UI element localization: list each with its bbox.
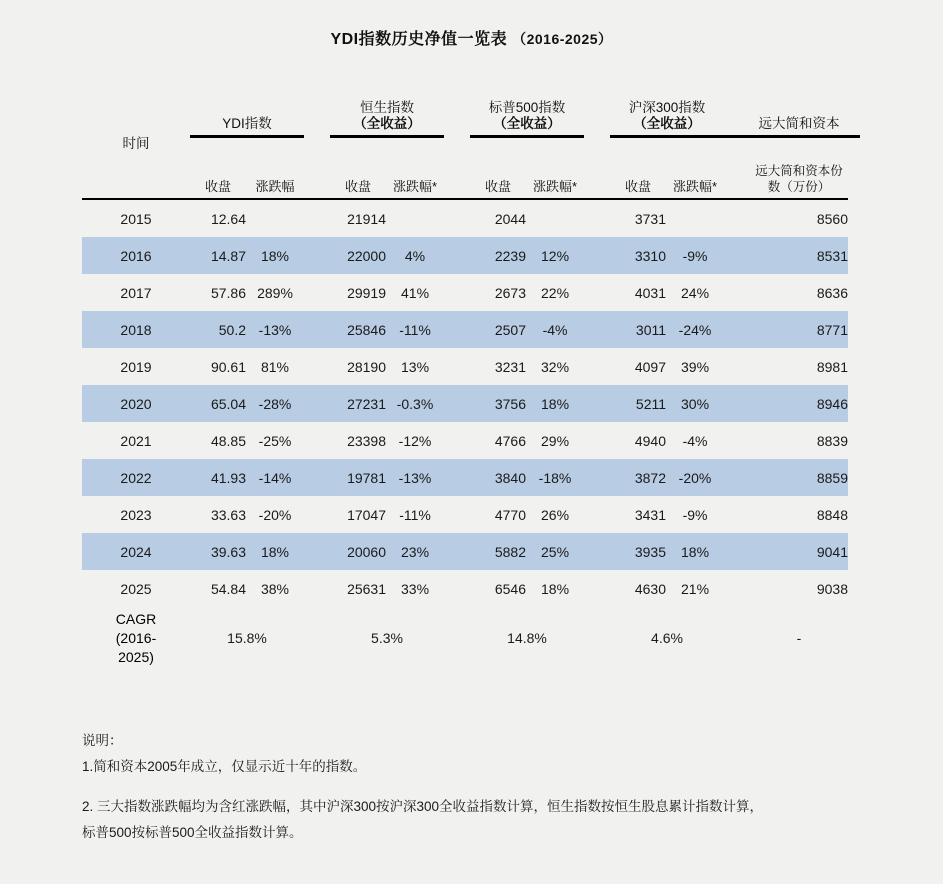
cell-spx-change: -4% bbox=[526, 311, 584, 348]
note-2-line1: 2. 三大指数涨跌幅均为含红涨跌幅，其中沪深300按沪深300全收益指数计算，恒生指数按恒生股息累计指数计算， bbox=[82, 799, 764, 814]
column-header-time: 时间 bbox=[122, 135, 150, 151]
group-header-csi bbox=[610, 88, 724, 132]
cell-spacer bbox=[444, 459, 470, 496]
cell-ydi-change: -28% bbox=[246, 385, 304, 422]
cell-spacer bbox=[304, 274, 330, 311]
cell-spx-change: -18% bbox=[526, 459, 584, 496]
cagr-row bbox=[82, 607, 860, 669]
cell-spacer bbox=[584, 311, 610, 348]
index-history-table-container bbox=[82, 88, 860, 669]
cell-hsi-change: 13% bbox=[401, 358, 430, 375]
cell-spacer bbox=[724, 496, 750, 533]
cell-hsi-change: -13% bbox=[386, 459, 444, 496]
cell-spacer bbox=[724, 533, 750, 570]
cell-spacer bbox=[724, 348, 750, 385]
cell-ydi-change: -14% bbox=[246, 459, 304, 496]
cell-hsi-close: 22000 bbox=[330, 237, 386, 274]
cell-spx-change: 12% bbox=[526, 237, 584, 274]
cagr-label-line3: 2025) bbox=[118, 648, 154, 665]
table-row bbox=[82, 496, 860, 533]
cell-csi-change: 30% bbox=[666, 385, 724, 422]
table-row bbox=[82, 199, 860, 237]
cell-spacer bbox=[444, 422, 470, 459]
cagr-value-shares: - bbox=[796, 630, 802, 646]
cell-spacer bbox=[724, 237, 750, 274]
cell-spacer bbox=[724, 422, 750, 459]
cagr-value-csi: 4.6% bbox=[651, 630, 683, 646]
column-header-hsi-change: 涨跌幅* bbox=[392, 179, 438, 194]
group-header-spx-sub: （全收益） bbox=[493, 116, 561, 131]
column-header-csi-close: 收盘 bbox=[625, 179, 652, 194]
cell-ydi-change: 289% bbox=[257, 284, 293, 301]
column-header-csi-change: 涨跌幅* bbox=[672, 179, 718, 194]
group-header-hsi-sub: （全收益） bbox=[353, 116, 421, 131]
cell-spx-close: 3231 bbox=[494, 358, 527, 375]
column-header-ydi-change: 涨跌幅 bbox=[255, 179, 295, 194]
row-year: 2021 bbox=[120, 432, 152, 449]
table-row bbox=[82, 570, 860, 607]
cell-csi-close: 4630 bbox=[634, 580, 667, 597]
group-header-ydi bbox=[190, 88, 304, 132]
cell-spacer bbox=[584, 459, 610, 496]
page-title bbox=[0, 0, 943, 49]
row-year: 2020 bbox=[82, 385, 190, 422]
sub-header-row bbox=[82, 141, 860, 195]
table-row bbox=[82, 348, 860, 385]
cell-yuanda-shares: 8771 bbox=[750, 311, 848, 348]
cell-spacer bbox=[584, 237, 610, 274]
cell-spacer bbox=[444, 385, 470, 422]
cell-ydi-close: 48.85 bbox=[210, 432, 246, 449]
cell-spx-change: 22% bbox=[541, 284, 570, 301]
cell-csi-change: 18% bbox=[666, 533, 724, 570]
column-header-yuanda-shares: 远大简和资本份数（万份） bbox=[755, 164, 843, 194]
cell-spacer bbox=[444, 274, 470, 311]
cell-spacer bbox=[724, 311, 750, 348]
page-title-range: （2016-2025） bbox=[512, 31, 613, 47]
row-year: 2024 bbox=[82, 533, 190, 570]
table-row bbox=[82, 422, 860, 459]
group-header-csi-name: 沪深300指数 bbox=[628, 100, 706, 115]
row-year: 2017 bbox=[120, 284, 152, 301]
cell-csi-close: 4097 bbox=[634, 358, 667, 375]
cell-spx-close: 5882 bbox=[470, 533, 526, 570]
cell-ydi-change: 38% bbox=[260, 580, 290, 597]
group-rule-ydi bbox=[190, 132, 304, 141]
cell-ydi-change bbox=[246, 199, 304, 237]
cell-hsi-close: 17047 bbox=[347, 506, 387, 523]
row-year: 2019 bbox=[120, 358, 152, 375]
cell-ydi-close: 54.84 bbox=[210, 580, 246, 597]
cell-hsi-close: 21914 bbox=[347, 210, 387, 227]
cagr-value-spx: 14.8% bbox=[507, 630, 547, 646]
cell-spacer bbox=[304, 496, 330, 533]
cell-hsi-change: -11% bbox=[399, 506, 431, 523]
row-year: 2016 bbox=[82, 237, 190, 274]
cell-spacer bbox=[584, 422, 610, 459]
cell-spx-change: 18% bbox=[526, 385, 584, 422]
cell-yuanda-shares: 9038 bbox=[816, 580, 849, 597]
cell-spacer bbox=[304, 385, 330, 422]
cell-ydi-close: 12.64 bbox=[210, 210, 246, 227]
cell-yuanda-shares: 8560 bbox=[816, 210, 849, 227]
cell-spacer bbox=[444, 199, 470, 237]
cell-ydi-close: 90.61 bbox=[210, 358, 246, 375]
cell-csi-change: -9% bbox=[666, 237, 724, 274]
cell-spacer bbox=[304, 459, 330, 496]
cell-csi-close: 3731 bbox=[634, 210, 667, 227]
cell-spx-close: 3840 bbox=[470, 459, 526, 496]
cell-hsi-change: 4% bbox=[386, 237, 444, 274]
cell-spacer bbox=[584, 348, 610, 385]
cell-spx-change: 26% bbox=[541, 506, 570, 523]
table-row bbox=[82, 533, 860, 570]
cell-spx-close: 2239 bbox=[470, 237, 526, 274]
row-year: 2018 bbox=[82, 311, 190, 348]
cell-hsi-close: 23398 bbox=[347, 432, 387, 449]
cell-spx-change: 25% bbox=[526, 533, 584, 570]
cell-spacer bbox=[724, 199, 750, 237]
table-row bbox=[82, 237, 860, 274]
cell-csi-change: 21% bbox=[681, 580, 710, 597]
cell-spacer bbox=[444, 311, 470, 348]
cell-csi-change: -24% bbox=[666, 311, 724, 348]
cagr-value-hsi: 5.3% bbox=[371, 630, 403, 646]
group-header-rule-row bbox=[82, 132, 860, 141]
cell-spx-close: 3756 bbox=[470, 385, 526, 422]
cell-spx-change: 29% bbox=[541, 432, 570, 449]
cell-ydi-change: 81% bbox=[260, 358, 290, 375]
cell-hsi-close: 29919 bbox=[347, 284, 387, 301]
cell-spx-close: 6546 bbox=[494, 580, 527, 597]
cell-csi-change: 39% bbox=[681, 358, 710, 375]
cell-yuanda-shares: 9041 bbox=[750, 533, 848, 570]
cell-yuanda-shares: 8839 bbox=[816, 432, 849, 449]
notes-heading: 说明： bbox=[82, 733, 123, 748]
group-header-yuanda bbox=[750, 88, 848, 132]
cell-ydi-close: 14.87 bbox=[190, 237, 246, 274]
cell-csi-change: -20% bbox=[666, 459, 724, 496]
column-header-spx-close: 收盘 bbox=[485, 179, 512, 194]
cell-spacer bbox=[444, 237, 470, 274]
cell-yuanda-shares: 8859 bbox=[750, 459, 848, 496]
cell-spacer bbox=[584, 533, 610, 570]
table-row bbox=[82, 311, 860, 348]
cell-hsi-close: 20060 bbox=[330, 533, 386, 570]
note-1: 1.简和资本2005年成立，仅显示近十年的指数。 bbox=[82, 759, 367, 774]
cell-hsi-close: 28190 bbox=[347, 358, 387, 375]
cell-hsi-change: -11% bbox=[386, 311, 444, 348]
table-row bbox=[82, 274, 860, 311]
cell-hsi-close: 25631 bbox=[347, 580, 387, 597]
table-body bbox=[82, 199, 860, 607]
cell-csi-close: 3011 bbox=[610, 311, 666, 348]
index-history-table bbox=[82, 88, 860, 669]
cell-csi-close: 4031 bbox=[634, 284, 667, 301]
cell-spx-close: 2507 bbox=[470, 311, 526, 348]
group-rule-hsi bbox=[330, 132, 444, 141]
cell-hsi-close: 27231 bbox=[330, 385, 386, 422]
cell-spx-close: 4770 bbox=[494, 506, 527, 523]
cell-spacer bbox=[304, 199, 330, 237]
cell-hsi-change: 41% bbox=[401, 284, 430, 301]
cell-spacer bbox=[304, 311, 330, 348]
cell-spacer bbox=[584, 199, 610, 237]
cell-ydi-close: 39.63 bbox=[190, 533, 246, 570]
cell-csi-close: 4940 bbox=[634, 432, 667, 449]
group-header-hsi-name: 恒生指数 bbox=[360, 100, 415, 115]
cell-csi-change: -9% bbox=[682, 506, 708, 523]
table-row bbox=[82, 459, 860, 496]
cell-spacer bbox=[584, 496, 610, 533]
cell-ydi-change: 18% bbox=[246, 533, 304, 570]
group-header-yuanda-name: 远大简和资本 bbox=[758, 116, 840, 131]
cell-spacer bbox=[444, 496, 470, 533]
group-header-spx-name: 标普500指数 bbox=[488, 100, 566, 115]
cell-hsi-close: 25846 bbox=[330, 311, 386, 348]
column-header-spx-change: 涨跌幅* bbox=[532, 179, 578, 194]
cell-spacer bbox=[444, 533, 470, 570]
cell-csi-close: 3872 bbox=[610, 459, 666, 496]
cell-spx-close: 2673 bbox=[494, 284, 527, 301]
cell-yuanda-shares: 8636 bbox=[816, 284, 849, 301]
column-header-hsi-close: 收盘 bbox=[345, 179, 372, 194]
cell-spacer bbox=[444, 570, 470, 607]
cell-csi-change: -4% bbox=[682, 432, 708, 449]
cell-ydi-close: 57.86 bbox=[210, 284, 246, 301]
row-year: 2022 bbox=[82, 459, 190, 496]
group-header-hsi bbox=[330, 88, 444, 132]
row-year: 2015 bbox=[120, 210, 152, 227]
cell-spacer bbox=[304, 422, 330, 459]
cell-ydi-change: -20% bbox=[258, 506, 292, 523]
cell-spacer bbox=[724, 274, 750, 311]
cell-spacer bbox=[584, 570, 610, 607]
cell-ydi-close: 33.63 bbox=[210, 506, 246, 523]
cell-csi-change: 24% bbox=[681, 284, 710, 301]
cell-ydi-change: -13% bbox=[246, 311, 304, 348]
cell-spacer bbox=[584, 274, 610, 311]
note-2-line2: 标普500按标普500全收益指数计算。 bbox=[82, 825, 303, 840]
cell-spx-change: 18% bbox=[541, 580, 570, 597]
cell-yuanda-shares: 8981 bbox=[816, 358, 849, 375]
cell-spacer bbox=[724, 570, 750, 607]
cell-spacer bbox=[724, 385, 750, 422]
cell-ydi-close: 65.04 bbox=[190, 385, 246, 422]
cell-csi-close: 3431 bbox=[634, 506, 667, 523]
cell-ydi-close: 50.2 bbox=[190, 311, 246, 348]
cell-csi-close: 3310 bbox=[610, 237, 666, 274]
cell-hsi-change: -12% bbox=[398, 432, 432, 449]
cell-spx-change bbox=[526, 199, 584, 237]
cell-hsi-close: 19781 bbox=[330, 459, 386, 496]
notes-section bbox=[82, 728, 882, 846]
cell-yuanda-shares: 8848 bbox=[816, 506, 849, 523]
group-header-row bbox=[82, 88, 860, 132]
cell-spacer bbox=[304, 533, 330, 570]
group-header-spx bbox=[470, 88, 584, 132]
cell-yuanda-shares: 8946 bbox=[750, 385, 848, 422]
cell-csi-close: 5211 bbox=[610, 385, 666, 422]
cell-yuanda-shares: 8531 bbox=[750, 237, 848, 274]
group-rule-csi-yuanda bbox=[610, 132, 860, 141]
cell-spacer bbox=[444, 348, 470, 385]
cagr-value-ydi: 15.8% bbox=[227, 630, 267, 646]
cell-ydi-close: 41.93 bbox=[190, 459, 246, 496]
cagr-label-line2: (2016- bbox=[115, 629, 157, 646]
cagr-label-line1: CAGR bbox=[115, 610, 157, 627]
cell-ydi-change: -25% bbox=[258, 432, 292, 449]
cell-hsi-change bbox=[386, 199, 444, 237]
cell-spacer bbox=[584, 385, 610, 422]
cell-hsi-change: -0.3% bbox=[386, 385, 444, 422]
cell-csi-close: 3935 bbox=[610, 533, 666, 570]
group-header-ydi-name: YDI指数 bbox=[222, 116, 272, 131]
cell-spx-close: 4766 bbox=[494, 432, 527, 449]
column-header-ydi-close: 收盘 bbox=[204, 179, 231, 194]
cell-hsi-change: 23% bbox=[386, 533, 444, 570]
cell-csi-change bbox=[666, 199, 724, 237]
cell-spacer bbox=[724, 459, 750, 496]
cagr-label bbox=[82, 607, 190, 669]
cell-hsi-change: 33% bbox=[401, 580, 430, 597]
cell-spacer bbox=[304, 570, 330, 607]
row-year: 2023 bbox=[120, 506, 152, 523]
row-year: 2025 bbox=[120, 580, 152, 597]
cell-spx-change: 32% bbox=[541, 358, 570, 375]
cell-spx-close: 2044 bbox=[494, 210, 527, 227]
cell-spacer bbox=[304, 348, 330, 385]
page-title-main: YDI指数历史净值一览表 bbox=[330, 31, 508, 48]
group-header-csi-sub: （全收益） bbox=[633, 116, 701, 131]
cell-ydi-change: 18% bbox=[246, 237, 304, 274]
group-rule-spx bbox=[470, 132, 584, 141]
table-row bbox=[82, 385, 860, 422]
cell-spacer bbox=[304, 237, 330, 274]
